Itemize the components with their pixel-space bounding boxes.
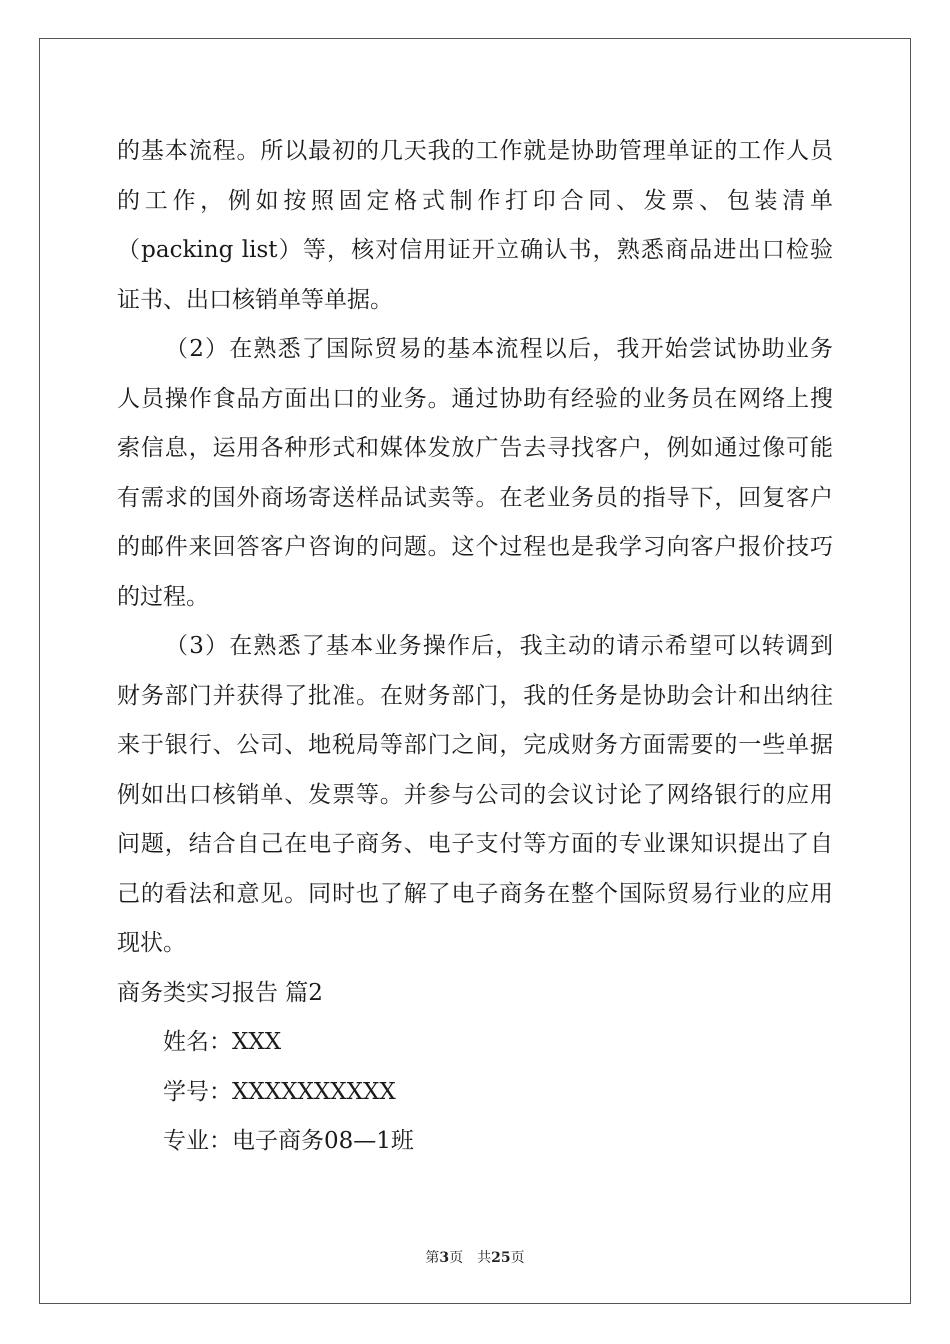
text-line: 证书、出口核销单等单据。 bbox=[117, 286, 393, 313]
text-line: 的过程。 bbox=[117, 583, 209, 610]
text-line: 己的看法和意见。同时也了解了电子商务在整个国际贸易行业的应用 bbox=[117, 880, 833, 907]
text-line: 的基本流程。所以最初的几天我的工作就是协助管理单证的工作人员 bbox=[117, 138, 833, 164]
text-line: 的邮件来回答客户咨询的问题。这个过程也是我学习向客户报价技巧 bbox=[117, 534, 833, 560]
footer-prefix: 第 bbox=[425, 1250, 440, 1266]
field-student-id: 学号：XXXXXXXXXX bbox=[163, 1078, 396, 1105]
section-title: 商务类实习报告 篇2 bbox=[117, 979, 323, 1006]
text-line: （3）在熟悉了基本业务操作后，我主动的请示希望可以转调到 bbox=[165, 633, 833, 659]
text-line: 人员操作食品方面出口的业务。通过协助有经验的业务员在网络上搜 bbox=[117, 385, 833, 412]
field-major: 专业：电子商务08—1班 bbox=[163, 1128, 414, 1154]
text-line: 现状。 bbox=[117, 930, 186, 956]
text-line: 财务部门并获得了批准。在财务部门，我的任务是协助会计和出纳往 bbox=[117, 682, 833, 709]
text-line: 有需求的国外商场寄送样品试卖等。在老业务员的指导下，回复客户 bbox=[117, 484, 833, 511]
page-total: 25 bbox=[491, 1250, 511, 1266]
text-line: 的工作，例如按照固定格式制作打印合同、发票、包装清单 bbox=[117, 187, 833, 214]
page-number: 3 bbox=[439, 1250, 450, 1266]
document-body bbox=[117, 127, 833, 1167]
text-line: （2）在熟悉了国际贸易的基本流程以后，我开始尝试协助业务 bbox=[165, 336, 833, 362]
text-line: 问题，结合自己在电子商务、电子支付等方面的专业课知识提出了自 bbox=[117, 831, 833, 857]
text-line: （packing list）等，核对信用证开立确认书，熟悉商品进出口检验 bbox=[117, 237, 833, 263]
footer-suffix: 页 bbox=[510, 1250, 525, 1266]
footer-middle: 页 共 bbox=[449, 1250, 492, 1266]
text-line: 索信息，运用各种形式和媒体发放广告去寻找客户，例如通过像可能 bbox=[117, 435, 833, 461]
page-footer bbox=[0, 1247, 950, 1267]
text-line: 例如出口核销单、发票等。并参与公司的会议讨论了网络银行的应用 bbox=[117, 781, 833, 808]
text-line: 来于银行、公司、地税局等部门之间，完成财务方面需要的一些单据 bbox=[117, 732, 833, 758]
field-name: 姓名：XXX bbox=[163, 1029, 282, 1055]
